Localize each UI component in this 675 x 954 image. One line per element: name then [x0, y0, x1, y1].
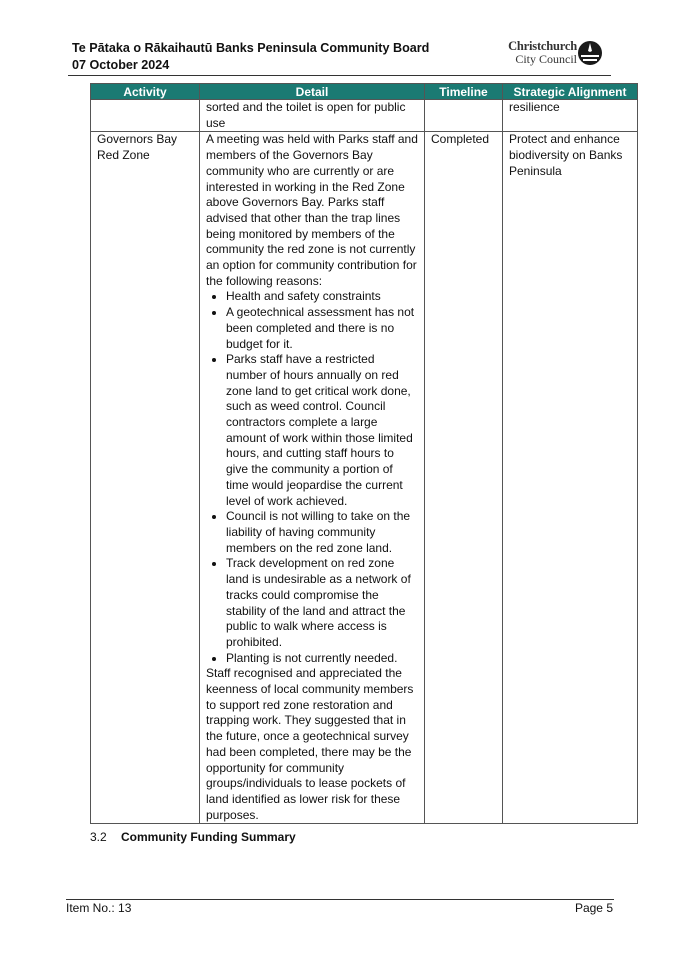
table-row	[91, 100, 638, 132]
list-item: • Health and safety constraints	[226, 289, 418, 305]
table-row	[91, 132, 638, 824]
cell-alignment: resilience	[503, 100, 638, 132]
section-number: 3.2	[90, 830, 107, 844]
col-header-timeline: Timeline	[425, 84, 503, 100]
cell-detail	[200, 132, 425, 824]
col-header-strategic-alignment: Strategic Alignment	[503, 84, 638, 100]
cell-activity: Governors Bay Red Zone	[91, 132, 200, 824]
header-divider	[68, 75, 611, 76]
table-header-row	[91, 84, 638, 100]
cell-activity	[91, 100, 200, 132]
list-item: • A geotechnical assessment has not been completed and there is no budget for it.	[226, 305, 418, 352]
logo-line1: Christchurch	[508, 39, 577, 53]
list-item: • Planting is not currently needed.	[226, 651, 418, 667]
section-heading	[90, 830, 296, 844]
cell-timeline: Completed	[425, 132, 503, 824]
col-header-activity: Activity	[91, 84, 200, 100]
col-header-detail: Detail	[200, 84, 425, 100]
list-item: • Council is not willing to take on the liability of having community members on the red zone land.	[226, 509, 418, 556]
list-item: • Parks staff have a restricted number of hours annually on red zone land to get critical work done, such as weed control. Council contractors complete a large amount of work within those limited hours, and cutting staff hours to give the community a portion of time would jeopardise the current level of work achieved.	[226, 352, 418, 509]
cell-alignment: Protect and enhance biodiversity on Banks Peninsula	[503, 132, 638, 824]
footer-item-number: Item No.: 13	[66, 901, 132, 915]
cell-timeline	[425, 100, 503, 132]
cathedral-emblem-icon	[577, 40, 603, 66]
footer-divider	[66, 899, 614, 900]
section-title: Community Funding Summary	[121, 830, 296, 844]
detail-intro: A meeting was held with Parks staff and members of the Governors Bay community who are currently or are interested in working in the Red Zone above Governors Bay. Parks staff advised that other than the trap lines being monitored by members of the community the red zone is not currently an option for community contribution for the following reasons:	[206, 132, 418, 288]
footer-page-number: Page 5	[574, 901, 613, 915]
header-title: Te Pātaka o Rākaihautū Banks Peninsula Community Board	[72, 41, 430, 55]
list-item: • Track development on red zone land is undesirable as a network of tracks could compromise the stability of the land and attract the public to walk where access is prohibited.	[226, 556, 418, 650]
activity-table	[90, 83, 638, 824]
detail-outro: Staff recognised and appreciated the keenness of local community members to support red zone restoration and trapping work. They suggested that in the future, once a geotechnical survey had been completed, there may be the opportunity for community groups/individuals to lease pockets of land identified as lower risk for these purposes.	[206, 666, 414, 822]
header-date: 07 October 2024	[72, 58, 170, 72]
cell-detail: sorted and the toilet is open for public use	[200, 100, 425, 132]
council-logo	[497, 40, 609, 70]
reasons-list	[206, 289, 418, 666]
logo-line2: City Council	[515, 52, 577, 66]
